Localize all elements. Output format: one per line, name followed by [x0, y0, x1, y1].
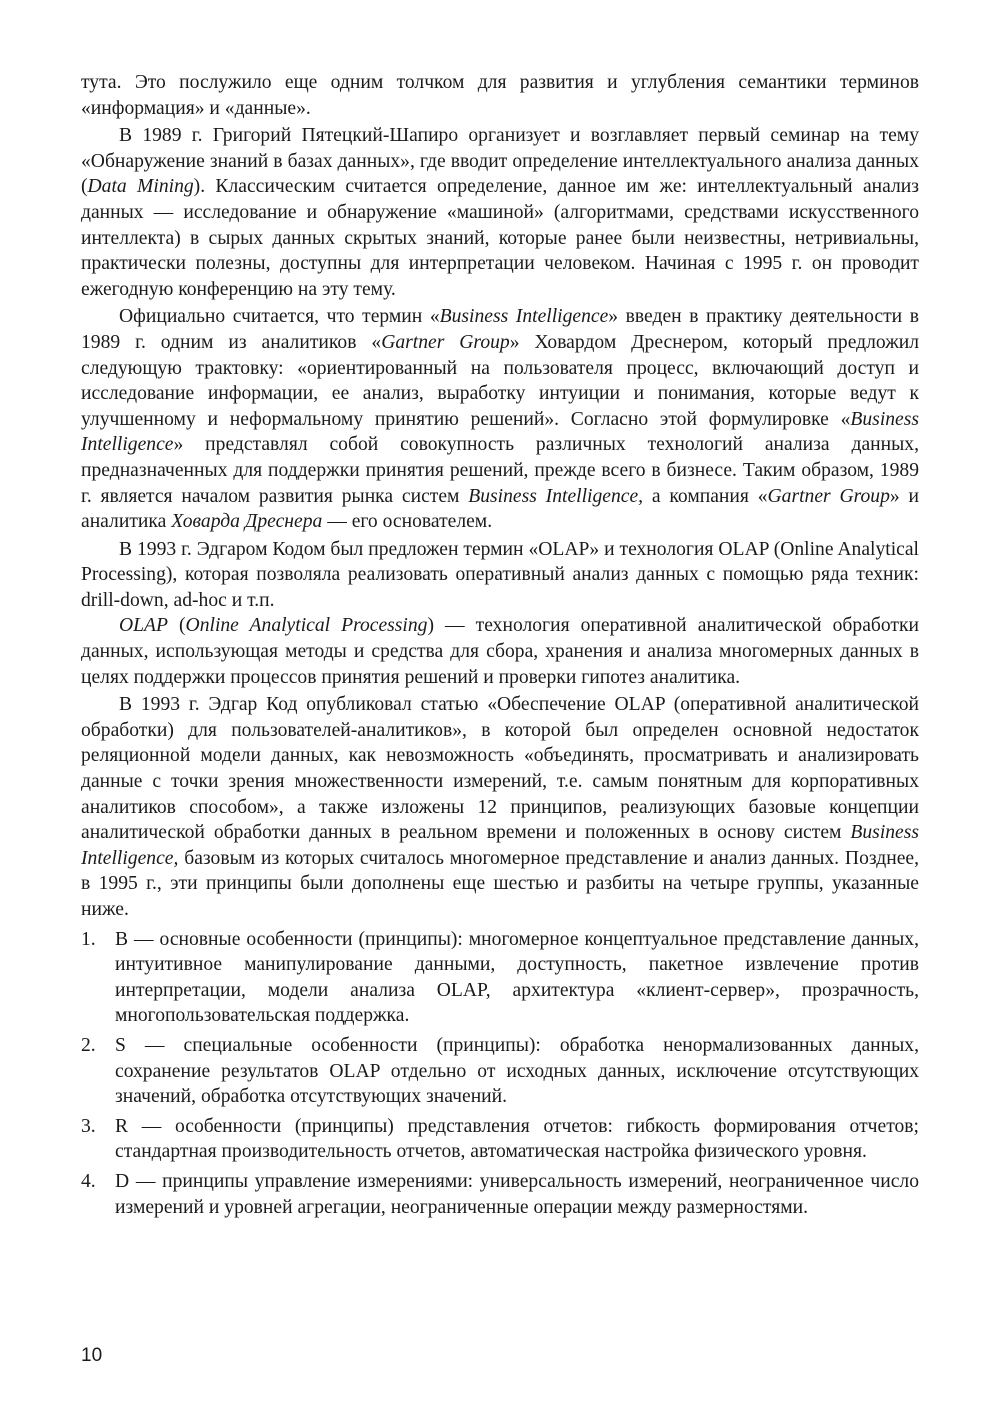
list-item-text: D — принципы управление измерениями: универсальность измерений, неограниченное число измерений и уровней агрегации, неограниченные операции между размерностями.: [115, 1170, 919, 1218]
paragraph-text: базовым из которых считалось многомерное представление и анализ данных. Позднее, в 1995 г., эти принципы были дополнены еще шестью и разбиты на четыре группы, указанные ниже.: [81, 847, 919, 920]
paragraph-text: В 1993 г. Эдгар Код опубликовал статью «Обеспечение OLAP (оперативной аналитической обработки) для пользователей-аналитиков», в которой был определен основной недостаток реляционной модели данных, как невозможность «объединять, просматривать и анализировать данные с точки зрения множественности измерений, т.е. самым понятным для корпоративных аналитиков способом», а также изложены 12 принципов, реализующих базовые концепции аналитической обработки данных в реальном времени и положенных в основу систем: [81, 694, 919, 844]
paragraph-text: а компания «: [643, 485, 768, 507]
term-business-intelligence: Business Intelligence: [439, 306, 609, 328]
paragraph-text: Официально считается, что термин «: [119, 306, 440, 328]
principles-list: [81, 927, 919, 1221]
paragraph-text: — его основателем.: [322, 511, 493, 533]
list-item: [81, 1169, 919, 1220]
page-body: [81, 70, 919, 1220]
list-item: [81, 927, 919, 1029]
paragraph-continued: тута. Это послужило еще одним толчком для развития и углубления семантики терминов «информация» и «данные».: [81, 72, 919, 119]
paragraph-text: » введен в практику деятельности в 1989 г. одним из аналитиков «: [81, 306, 919, 353]
paragraph-text: » представлял собой совокупность различных технологий анализа данных, предназначенных для поддержки принятия решений, прежде всего в бизнесе. Таким образом, 1989 г. является началом развития рынка систем: [81, 434, 919, 507]
list-item: [81, 1114, 919, 1165]
term-gartner-group: Gartner Group: [381, 331, 510, 353]
term-gartner-group: Gartner Group: [767, 485, 890, 507]
paragraph-business-intelligence: [81, 304, 919, 534]
paragraph-text: В 1989 г. Григорий Пятецкий-Шапиро организует и возглавляет первый семинар на тему «Обнаружение знаний в базах данных», где вводит определение интеллектуального анализа данных (: [81, 125, 919, 198]
list-item-text: B — основные особенности (принципы): многомерное концептуальное представление данных, интуитивное манипулирование данными, доступность, пакетное извлечение против интерпретации, модели анализа OLAP, архитектура «клиент-сервер», прозрачность, многопользовательская поддержка.: [115, 928, 919, 1027]
list-number: 4.: [81, 1170, 96, 1192]
term-business-intelligence: Business Intelligence,: [468, 485, 644, 507]
list-number: 1.: [81, 928, 96, 950]
paragraph-codd-article: [81, 692, 919, 922]
paragraph-text: (: [167, 615, 186, 637]
term-dresner: Ховарда Дреснера: [171, 511, 323, 533]
paragraph-text: ) — технология оперативной аналитической обработки данных, использующая методы и средства для сбора, хранения и анализа многомерных данных в целях поддержки процессов принятия решений и проверки гипотез аналитика.: [81, 615, 919, 688]
list-number: 3.: [81, 1115, 96, 1137]
list-number: 2.: [81, 1034, 96, 1056]
paragraph-text: ). Классическим считается определение, данное им же: интеллектуальный анализ данных — исследование и обнаружение «машиной» (алгоритмами, средствами искусственного интеллекта) в сырых данных скрытых знаний, которые ранее были неизвестны, нетривиальны, практически полезны, доступны для интерпретации человеком. Начиная с 1995 г. он проводит ежегодную конференцию на эту тему.: [81, 176, 919, 300]
term-olap: OLAP: [119, 615, 168, 637]
paragraph-data-mining: [81, 123, 919, 302]
paragraph-olap-definition: [81, 613, 919, 690]
term-data-mining: Data Mining: [87, 176, 194, 198]
paragraph-olap-intro: В 1993 г. Эдгаром Кодом был предложен термин «OLAP» и технология OLAP (Online Analytical Processing), которая позволяла реализовать оперативный анализ данных с помощью ряда техник: drill-down, ad-hoc и т.п.: [81, 538, 919, 611]
list-item-text: S — специальные особенности (принципы): обработка ненормализованных данных, сохранение результатов OLAP отдельно от исходных данных, исключение отсутствующих значений, обработка отсутствующих значений.: [115, 1034, 919, 1108]
term-business-intelligence: Business Intelligence: [81, 408, 919, 456]
paragraph-text: » Ховардом Дреснером, который предложил следующую трактовку: «ориентированный на пользователя процесс, включающий доступ и исследование информации, ее анализ, выработку интуиции и понимания, которые ведут к улучшенному и неформальному принятию решений». Согласно этой формулировке «: [81, 331, 919, 430]
list-item: [81, 1033, 919, 1110]
term-online-analytical-processing: Online Analytical Processing: [185, 615, 428, 637]
paragraph-text: » и аналитика: [81, 485, 920, 533]
term-business-intelligence: Business Intelligence,: [81, 822, 919, 869]
list-item-text: R — особенности (принципы) представления отчетов: гибкость формирования отчетов; стандартная производительность отчетов, автоматическая настройка физического уровня.: [115, 1115, 919, 1163]
page-number: 10: [81, 1345, 103, 1366]
